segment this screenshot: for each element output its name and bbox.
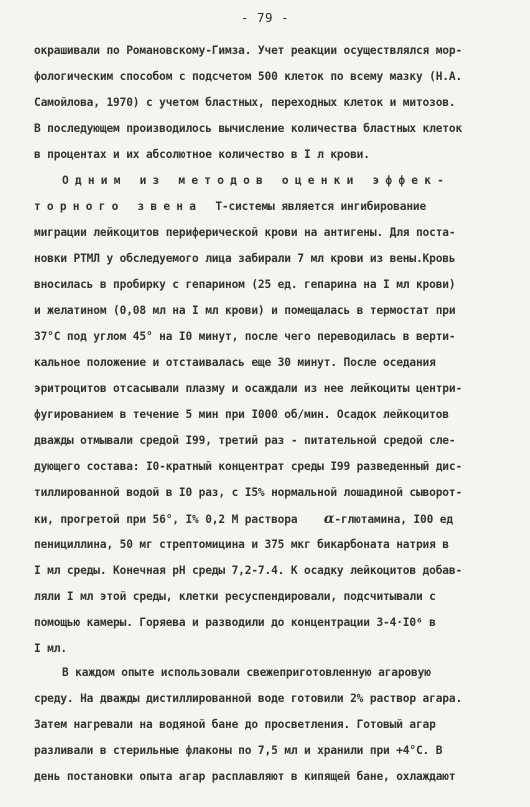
text-line: окрашивали по Романовскому-Гимза. Учет реакции осуществлялся мор- <box>34 44 463 57</box>
text-line: эритроцитов отсасывали плазму и осаждали из нее лейкоциты центри- <box>34 382 463 395</box>
text-line: помощью камеры. Горяева и разводили до концентрации 3-4·I0⁶ в <box>34 616 436 629</box>
line-continuation: -глютамина, I00 ед <box>334 513 453 526</box>
text-line: I мл среды. Конечная рН среды 7,2-7.4. К осадку лейкоцитов добав- <box>34 564 463 577</box>
text-line: кальное положение и отстаивалась еще 30 минут. После оседания <box>34 356 436 369</box>
text-line: дующего состава: I0-кратный концентрат среды I99 разведенный дис- <box>34 460 463 473</box>
text-line: 37°С под углом 45° на I0 минут, после чего переводилась в верти- <box>34 330 456 343</box>
text-line: и желатином (0,08 мл на I мл крови) и помещалась в термостат при <box>34 304 456 317</box>
text-line: разливали в стерильные флаконы по 7,5 мл и хранили при +4°С. В <box>34 744 443 757</box>
text-line: ляли I мл этой среды, клетки ресуспендировали, подсчитывали с <box>34 590 436 603</box>
text-line: день постановки опыта агар расплавляют в кипящей бане, охлаждают <box>34 770 456 783</box>
text-line: фугированием в течение 5 мин при I000 об/мин. Осадок лейкоцитов <box>34 408 449 421</box>
page-number: - 79 - <box>240 10 290 25</box>
text-line <box>34 200 504 214</box>
line-continuation: Т-системы является ингибирование <box>215 200 427 213</box>
text-line: В последующем производилось вычисление количества бластных клеток <box>34 122 463 135</box>
text-line: среду. На дважды дистиллированной воде готовили 2% раствор агара. <box>34 692 463 705</box>
spaced-phrase: торного звена <box>34 200 203 213</box>
text-line: В каждом опыте использовали свежеприготовленную агаровую <box>62 666 431 679</box>
text-line: тиллированной водой в I0 раз, с I5% нормальной лошадиной сыворот- <box>34 486 463 499</box>
text-line: в процентах и их абсолютное количество в I л крови. <box>34 148 370 161</box>
text-line-spaced: Одним из методов оценки эффек- <box>62 174 451 187</box>
text-line: Самойлова, 1970) с учетом бластных, переходных клеток и митозов. <box>34 96 456 109</box>
text-line: дважды отмывали средой I99, третий раз - питательной средой сле- <box>34 434 456 447</box>
text-line: новки РТМЛ у обследуемого лица забирали 7 мл крови из вены.Кровь <box>34 252 456 265</box>
text-line: I мл. <box>34 642 67 655</box>
alpha-symbol: α <box>323 511 335 527</box>
text-line: вносилась в пробирку с гепарином (25 ед. гепарина на I мл крови) <box>34 278 456 291</box>
text-line <box>34 512 504 527</box>
text-line: фологическим способом с подсчетом 500 клеток по всему мазку (Н.А. <box>34 70 463 83</box>
line-start: ки, прогретой при 56°, I% 0,2 М раствора <box>34 513 298 526</box>
text-line: пенициллина, 50 мг стрептомицина и 375 мкг бикарбоната натрия в <box>34 538 449 551</box>
text-line: Затем нагревали на водяной бане до просветления. Готовый агар <box>34 718 436 731</box>
text-line: миграции лейкоцитов периферической крови на антигены. Для поста- <box>34 226 456 239</box>
